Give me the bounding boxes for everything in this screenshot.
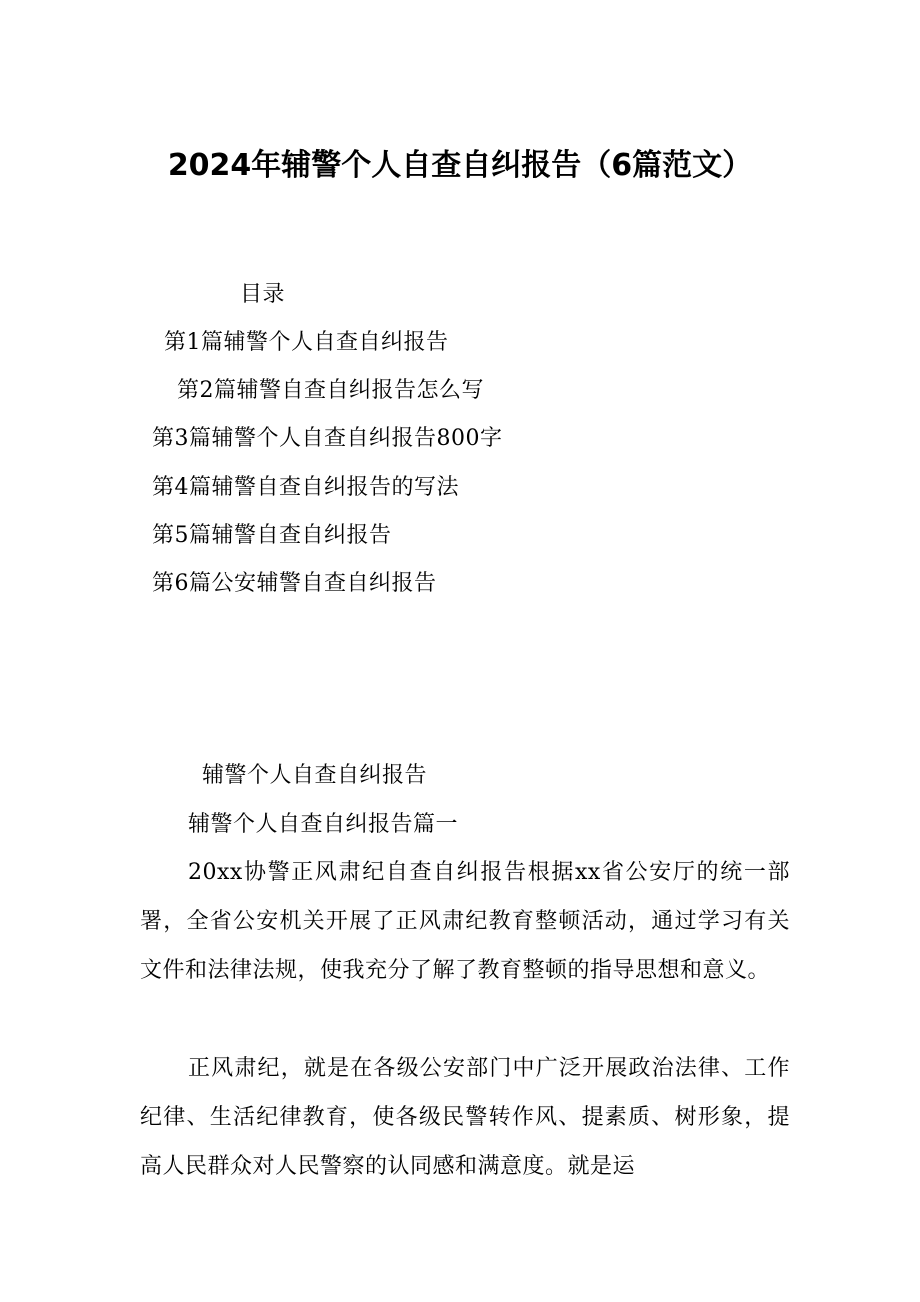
toc-item-4[interactable]: 第4篇辅警自查自纠报告的写法 — [152, 475, 459, 500]
toc-item-1[interactable]: 第1篇辅警个人自查自纠报告 — [164, 330, 449, 355]
toc-heading: 目录 — [240, 282, 286, 307]
toc-item-5[interactable]: 第5篇辅警自查自纠报告 — [152, 523, 392, 548]
document-title: 2024年辅警个人自查自纠报告（6篇范文） — [167, 148, 753, 183]
toc-item-3[interactable]: 第3篇辅警个人自查自纠报告800字 — [152, 426, 503, 451]
section-title: 辅警个人自查自纠报告 — [202, 763, 428, 788]
body-paragraph-1: 20xx协警正风肃纪自查自纠报告根据xx省公安厅的统一部署，全省公安机关开展了正风肃纪教育整顿活动，通过学习有关文件和法律法规，使我充分了解了教育整顿的指导思想和意义。 — [140, 860, 790, 983]
body-paragraph-2: 正风肃纪，就是在各级公安部门中广泛开展政治法律、工作纪律、生活纪律教育，使各级民警转作风、提素质、树形象，提高人民群众对人民警察的认同感和满意度。就是运 — [140, 1056, 790, 1179]
section-subtitle: 辅警个人自查自纠报告篇一 — [188, 812, 459, 837]
toc-item-2[interactable]: 第2篇辅警自查自纠报告怎么写 — [177, 378, 484, 403]
toc-item-6[interactable]: 第6篇公安辅警自查自纠报告 — [152, 571, 437, 596]
